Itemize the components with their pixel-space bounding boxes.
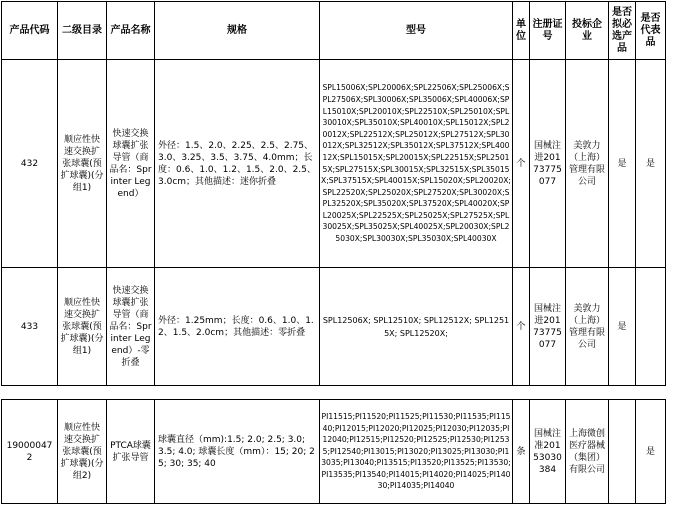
cell-company: 上海微创医疗器械（集团）有限公司 (566, 400, 609, 504)
cell-name: PTCA球囊扩张导管 (107, 400, 155, 504)
cell-spec: 外径：1.5、2.0、2.25、2.5、2.75、3.0、3.25、3.5、3.75、4.0mm；长度：0.6、1.0、1.2、1.5、2.0、2.5、3.0cm；其他描述：迷你折叠 (155, 60, 320, 268)
cell-model: SPL15006X;SPL20006X;SPL22506X;SPL25006X;SPL27506X;SPL30006X;SPL35006X;SPL40006X;SPL15010X;SPL20010X;SPL22510X;SPL25010X;SPL30010X;SPL35010X;SPL40010X;SPL15012X;SPL20012X;SPL22512X;SPL25012X;SPL27512X;SPL30012X;SPL32512X;SPL35012X;SPL37512X;SPL40012X;SPL15015X;SPL20015X;SPL22515X;SPL25015X;SPL27515X;SPL30015X;SPL32515X;SPL35015X;SPL37515X;SPL40015X;SPL15020X;SPL20020X;SPL22520X;SPL25020X;SPL27520X;SPL30020X;SPL32520X;SPL35020X;SPL37520X;SPL40020X;SPL20025X;SPL22525X;SPL25025X;SPL27525X;SPL30025X;SPL35025X;SPL40025X;SPL20030X;SPL25030X;SPL30030X;SPL35030X;SPL40030X (320, 60, 513, 268)
cell-name: 快速交换球囊扩张导管（商品名：Sprinter Legend）-零折叠 (107, 268, 155, 386)
cell-proposed (609, 400, 636, 504)
cell-spec: 球囊直径（mm):1.5; 2.0; 2.5; 3.0; 3.5; 4.0; 球囊长度（mm）：15; 20; 25; 30; 35; 40 (155, 400, 320, 504)
cell-code: 433 (2, 268, 58, 386)
header-unit: 单位 (513, 2, 530, 60)
header-company: 投标企业 (566, 2, 609, 60)
table-row (2, 60, 666, 268)
header-name: 产品名称 (107, 2, 155, 60)
cell-name: 快速交换球囊扩张导管（商品名：Sprinter Legend） (107, 60, 155, 268)
product-table-continued (1, 399, 666, 504)
cell-model: SPL12506X; SPL12510X; SPL12512X; SPL12515X; SPL12520X; (320, 268, 513, 386)
header-proposed: 是否拟必选产品 (609, 2, 636, 60)
cell-company: 美敦力（上海）管理有限公司 (566, 268, 609, 386)
cell-model: PI11515;PI11520;PI11525;PI11530;PI11535;PI11540;PI12015;PI12020;PI12025;PI12030;PI12035;PI12040;PI12515;PI12520;PI12525;PI12530;PI12535;PI12540;PI13015;PI13020;PI13025;PI13030;PI13035;PI13040;PI13515;PI13520;PI13525;PI13530;PI13535;PI13540;PI14015;PI14020;PI14025;PI14030;PI14035;PI14040 (320, 400, 513, 504)
cell-code: 190000472 (2, 400, 58, 504)
header-representative: 是否代表品 (636, 2, 666, 60)
header-spec: 规格 (155, 2, 320, 60)
cell-representative: 是 (636, 400, 666, 504)
header-model: 型号 (320, 2, 513, 60)
header-category: 二级目录 (58, 2, 107, 60)
cell-unit: 个 (513, 268, 530, 386)
table-row (2, 400, 666, 504)
table-row (2, 268, 666, 386)
cell-unit: 个 (513, 60, 530, 268)
header-code: 产品代码 (2, 2, 58, 60)
cell-representative: 是 (636, 60, 666, 268)
header-row (2, 2, 666, 60)
cell-unit: 条 (513, 400, 530, 504)
cell-reg: 国械注进20173775077 (530, 60, 566, 268)
cell-code: 432 (2, 60, 58, 268)
cell-reg: 国械注进20173775077 (530, 268, 566, 386)
cell-company: 美敦力（上海）管理有限公司 (566, 60, 609, 268)
cell-representative (636, 268, 666, 386)
cell-reg: 国械注准20153030384 (530, 400, 566, 504)
cell-proposed: 是 (609, 60, 636, 268)
cell-proposed: 是 (609, 268, 636, 386)
product-table (1, 1, 666, 386)
cell-category: 顺应性快速交换扩张球囊(预扩球囊)(分组1) (58, 60, 107, 268)
cell-category: 顺应性快速交换扩张球囊(预扩球囊)(分组2) (58, 400, 107, 504)
header-reg: 注册证号 (530, 2, 566, 60)
cell-category: 顺应性快速交换扩张球囊(预扩球囊)(分组1) (58, 268, 107, 386)
cell-spec: 外径：1.25mm；长度：0.6、1.0、1.2、1.5、2.0cm；其他描述：零折叠 (155, 268, 320, 386)
